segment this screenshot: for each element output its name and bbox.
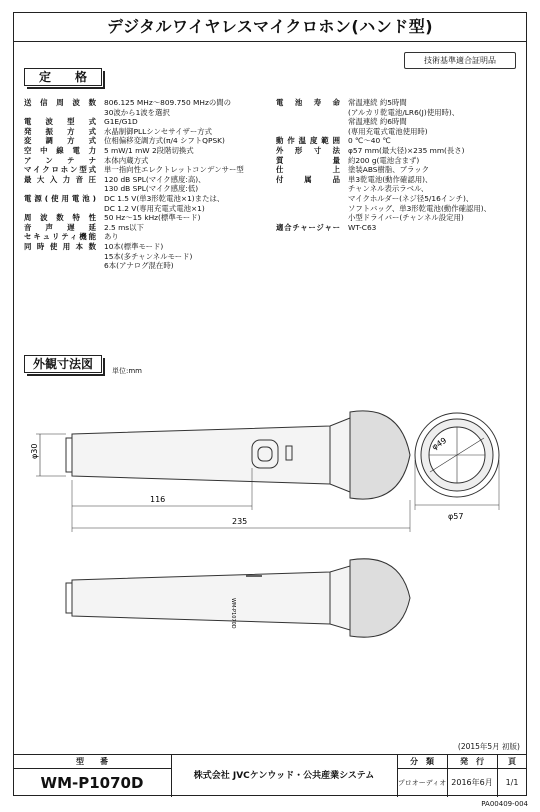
spec-key: 電池寿命 xyxy=(276,98,340,107)
spec-value: 50 Hz〜15 kHz(標準モード) xyxy=(104,213,201,223)
spec-value: φ57 mm(最大径)×235 mm(長さ) xyxy=(348,145,465,155)
spec-key: セキュリティ機能 xyxy=(24,232,96,242)
spec-value: (専用充電式電池使用時) xyxy=(348,126,428,136)
spec-key: 外形寸法 xyxy=(276,145,340,155)
spec-value: 常温連続 約6時間 xyxy=(348,117,407,127)
spec-value: 806.125 MHz〜809.750 MHzの間の xyxy=(104,98,232,107)
mic-side-grille xyxy=(350,559,410,637)
document-number: PA00409-004 xyxy=(481,800,528,808)
spec-value: 単3乾電池(動作確認用)、 xyxy=(348,174,433,184)
dim-diameter-49: φ49 xyxy=(430,435,449,452)
dim-length-235: 235 xyxy=(232,517,248,526)
spec-key: 仕上 xyxy=(276,165,340,175)
dim-length-116: 116 xyxy=(150,495,166,504)
spec-value: 塗装ABS樹脂、ブラック xyxy=(348,165,430,175)
spec-value: 15本(多チャンネルモード) xyxy=(104,251,193,261)
spec-value: 5 mW/1 mW 2段階切換式 xyxy=(104,145,194,155)
spec-key: 電源(使用電池) xyxy=(24,193,96,203)
spec-value: 単一指向性エレクトレットコンデンサー型 xyxy=(104,165,244,175)
company-name: 株式会社 JVCケンウッド・公共産業システム xyxy=(193,771,375,781)
edition-note: (2015年5月 初版) xyxy=(457,742,520,751)
spec-key: 質量 xyxy=(276,155,340,165)
dim-diameter-57: φ57 xyxy=(448,512,464,521)
spec-value: 2.5 ms以下 xyxy=(104,222,144,232)
spec-value: 水晶制御PLLシンセサイザー方式 xyxy=(104,126,213,136)
mic-body xyxy=(72,418,350,492)
spec-value: 本体内蔵方式 xyxy=(104,155,149,165)
spec-value: 10本(標準モード) xyxy=(104,241,164,251)
spec-value: DC 1.5 V(単3形乾電池×1)または、 xyxy=(104,193,225,203)
spec-key: マイクロホン型式 xyxy=(24,165,96,175)
spec-key: 音声遅延 xyxy=(24,222,96,232)
issue-date: 2016年6月 xyxy=(451,778,493,787)
dim-diameter-30: φ30 xyxy=(30,443,39,459)
spec-key: 動作温度範囲 xyxy=(276,136,340,146)
spec-value: 約200 g(電池含まず) xyxy=(348,155,420,165)
unit-label: 単位:mm xyxy=(112,367,142,375)
spec-value: マイクホルダー(ネジ径5/16インチ)、 xyxy=(348,193,474,203)
spec-key: 変調方式 xyxy=(24,136,96,146)
mic-side-body xyxy=(72,566,350,630)
certification-badge: 技術基準適合証明品 xyxy=(404,52,516,69)
spec-key: アンテナ xyxy=(24,155,96,165)
spec-key: 空中線電力 xyxy=(24,145,96,155)
side-model-label: WM-P1070D xyxy=(230,598,236,629)
spec-value: 120 dB SPL(マイク感度:高)、 xyxy=(104,174,206,184)
class-value: プロオーディオ xyxy=(397,779,447,787)
spec-value: WT-C63 xyxy=(348,222,377,232)
spec-value: G1E/G1D xyxy=(104,117,138,127)
spec-value: 常温連続 約5時間 xyxy=(348,98,407,107)
spec-key: 周波数特性 xyxy=(24,213,96,223)
spec-value: 小型ドライバー(チャンネル設定用) xyxy=(348,213,464,223)
spec-section-heading: 定 格 xyxy=(24,68,102,86)
spec-value: あり xyxy=(104,232,119,242)
spec-value: 6本(アナログ混在時) xyxy=(104,261,174,271)
mic-side-tail xyxy=(66,583,72,613)
drawing-section-heading: 外観寸法図 xyxy=(24,355,102,373)
spec-key: 最大入力音圧 xyxy=(24,174,96,184)
spec-value: ソフトバッグ、単3形乾電池(動作確認用)、 xyxy=(348,203,492,213)
spec-value: 位相偏移変調方式(π/4 シフトQPSK) xyxy=(104,136,225,146)
spec-key: 同時使用本数 xyxy=(24,241,96,251)
mic-tail-cap xyxy=(66,438,72,472)
page-header: 頁 xyxy=(508,757,516,766)
class-header: 分 類 xyxy=(410,757,434,766)
spec-key: 発振方式 xyxy=(24,126,96,136)
spec-value: (アルカリ乾電池/LR6(J)使用時)、 xyxy=(348,107,460,117)
model-header: 型 番 xyxy=(76,757,108,766)
spec-key: 電波型式 xyxy=(24,117,96,127)
spec-key: 適合チャージャー xyxy=(276,222,340,232)
spec-value: 0 ℃〜40 ℃ xyxy=(348,136,391,146)
issue-header: 発 行 xyxy=(460,757,484,766)
spec-value: チャンネル表示ラベル、 xyxy=(348,184,429,194)
spec-key: 付属品 xyxy=(276,174,340,184)
document-title: デジタルワイヤレスマイクロホン(ハンド型) xyxy=(13,12,527,42)
spec-value: 130 dB SPL(マイク感度:低) xyxy=(104,184,199,194)
spec-value: DC 1.2 V(専用充電式電池×1) xyxy=(104,203,205,213)
spec-key: 送信周波数 xyxy=(24,98,96,107)
model-number: WM-P1070D xyxy=(40,774,144,792)
page-number: 1/1 xyxy=(505,778,519,787)
mic-grille xyxy=(350,411,410,499)
title-block xyxy=(13,754,527,796)
spec-value: 30波から1波を選択 xyxy=(104,107,170,117)
